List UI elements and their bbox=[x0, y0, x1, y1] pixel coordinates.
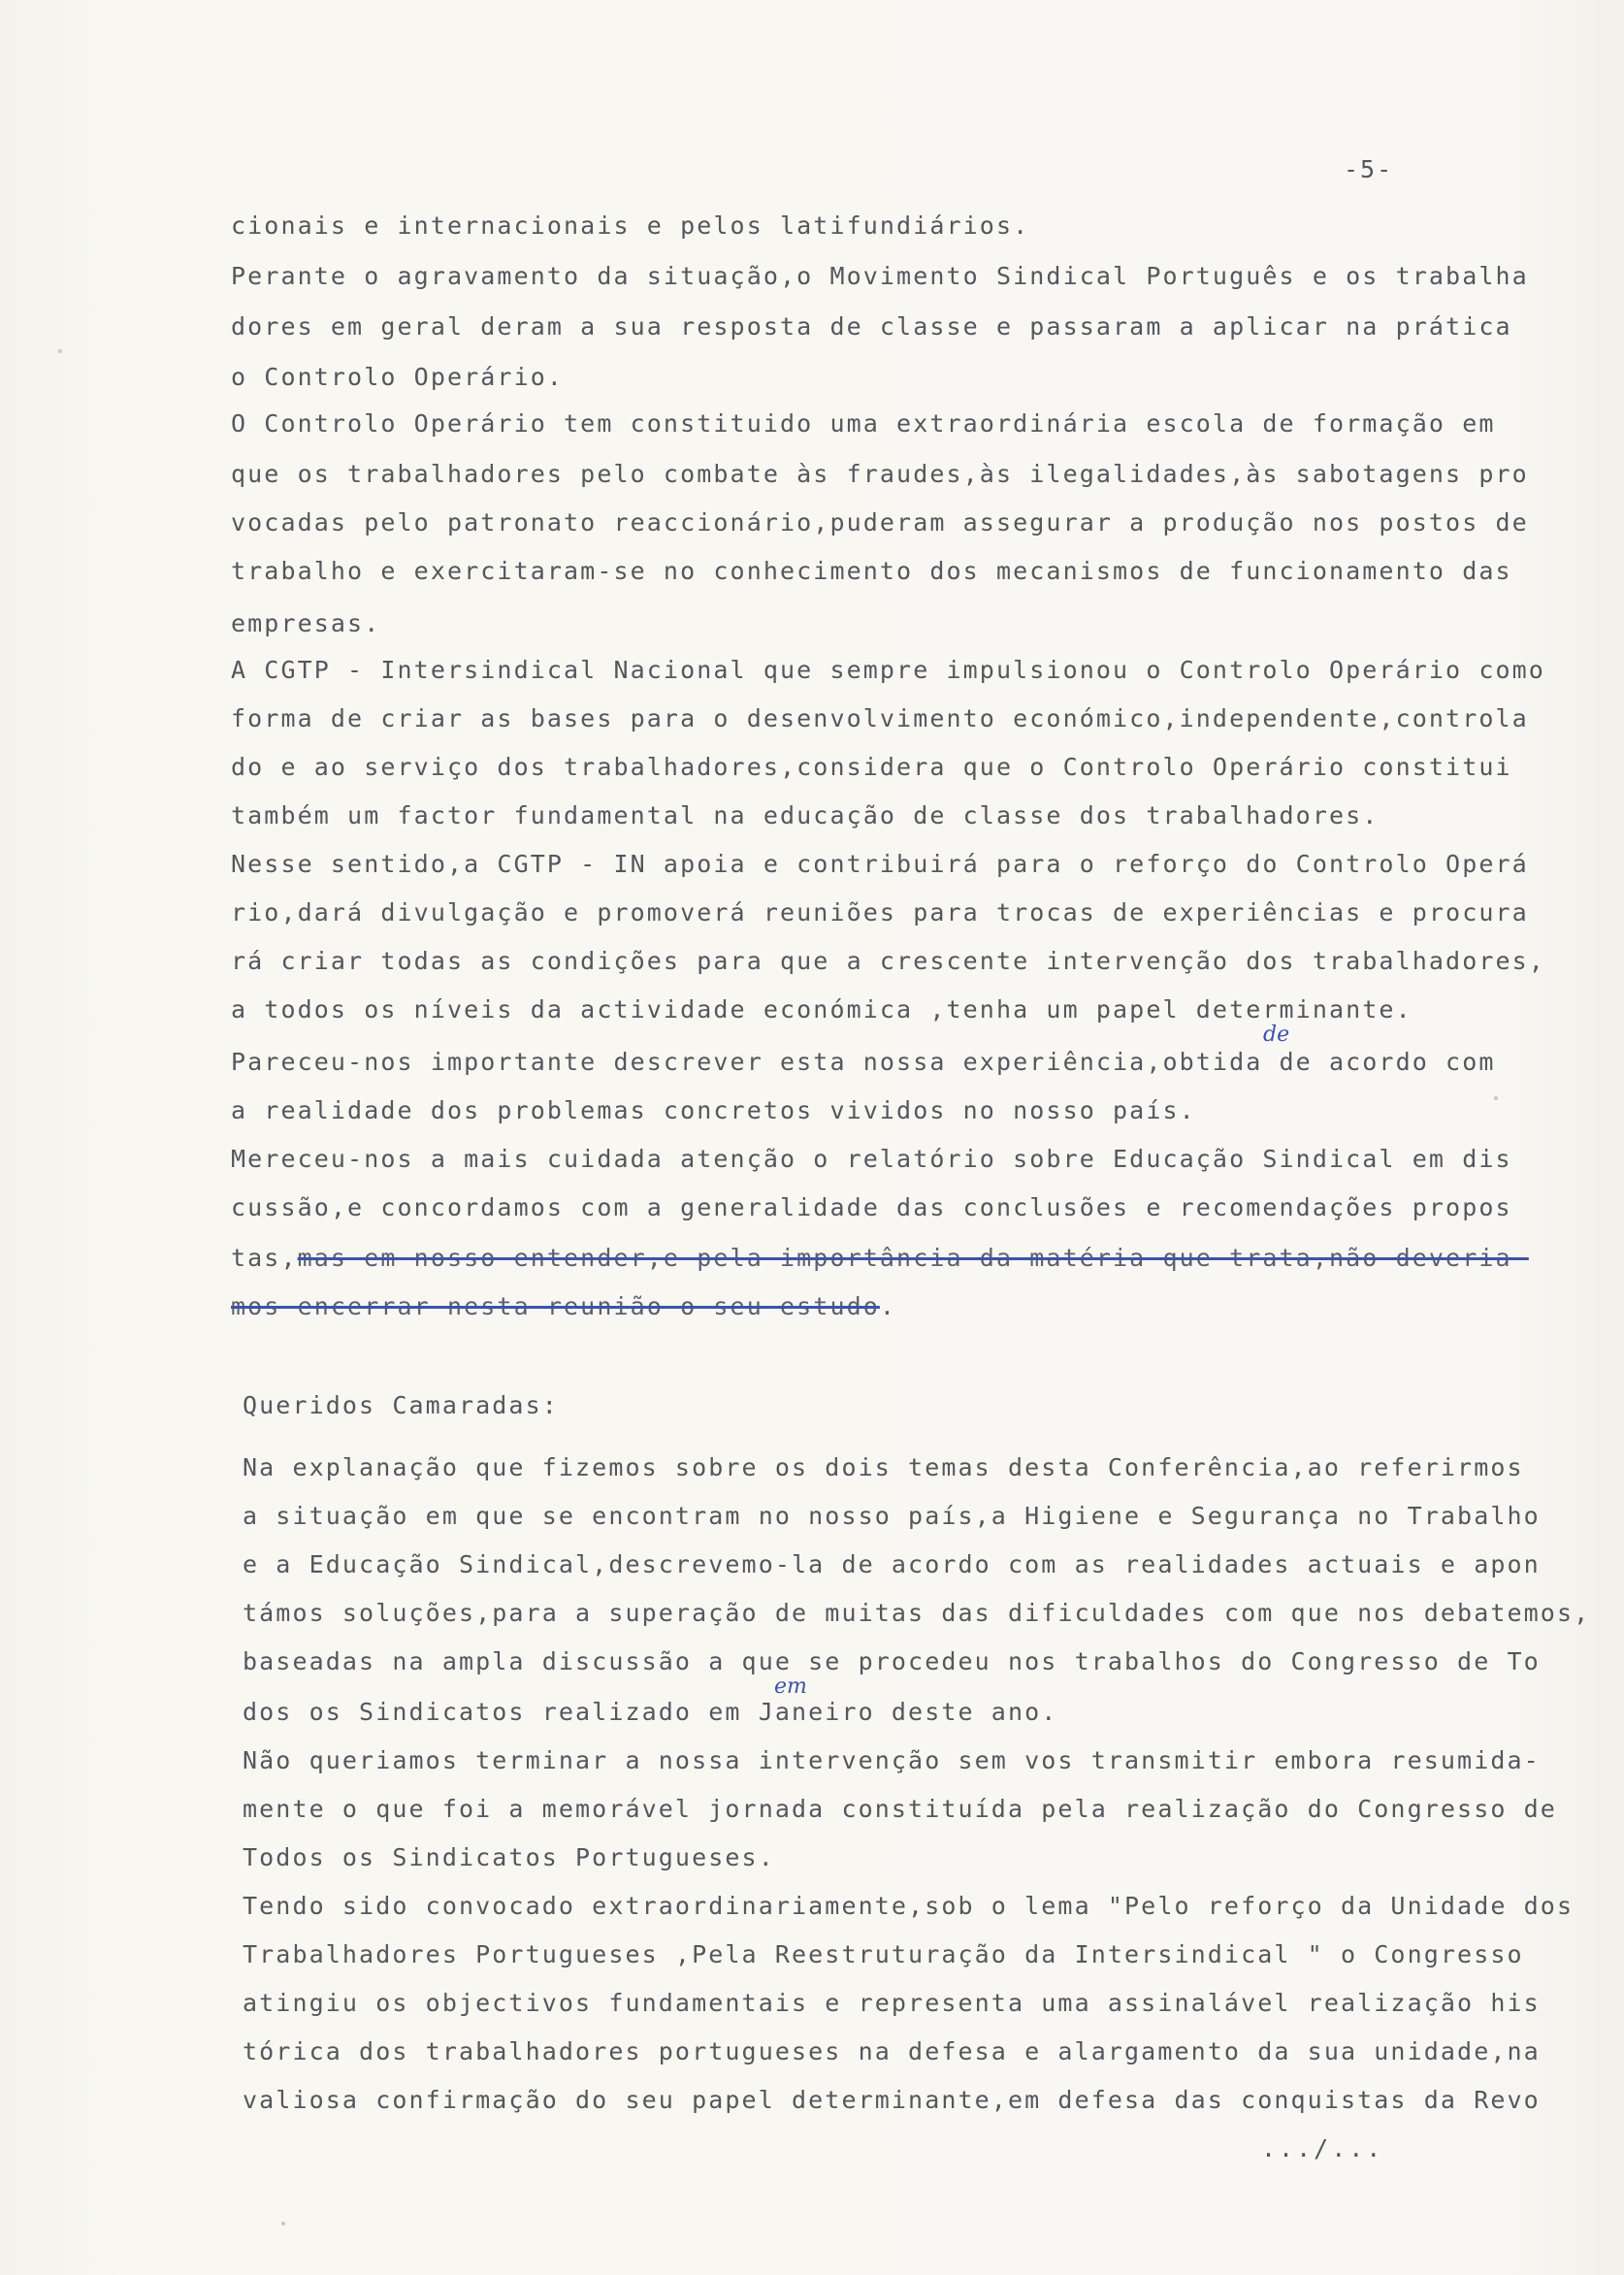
text-line: cionais e internacionais e pelos latifundiários. bbox=[231, 211, 1030, 240]
text-line: O Controlo Operário tem constituido uma extraordinária escola de formação em bbox=[231, 409, 1496, 438]
text-line: A CGTP - Intersindical Nacional que sempre impulsionou o Controlo Operário como bbox=[231, 656, 1545, 684]
text-line: cussão,e concordamos com a generalidade das conclusões e recomendações propos bbox=[231, 1193, 1512, 1221]
paper-speck bbox=[58, 349, 62, 353]
text-line: rio,dará divulgação e promoverá reuniões para trocas de experiências e procura bbox=[231, 898, 1529, 926]
kept-text: tas, bbox=[231, 1244, 298, 1272]
page-number: -5- bbox=[1344, 155, 1394, 183]
handwritten-correction: em bbox=[774, 1674, 807, 1699]
text-line: Nesse sentido,a CGTP - IN apoia e contribuirá para o reforço do Controlo Operá bbox=[231, 850, 1529, 878]
struck-text-line bbox=[231, 1244, 1529, 1273]
struck-text: mas em nosso entender,e pela importância da matéria que trata,não deveria- bbox=[297, 1244, 1529, 1272]
kept-text: . bbox=[879, 1292, 897, 1320]
text-line: também um factor fundamental na educação de classe dos trabalhadores. bbox=[231, 801, 1380, 829]
text-line: Não queriamos terminar a nossa intervenção sem vos transmitir embora resumida- bbox=[243, 1746, 1541, 1774]
text-line: tórica dos trabalhadores portugueses na defesa e alargamento da sua unidade,na bbox=[243, 2037, 1541, 2065]
text-line: que os trabalhadores pelo combate às fraudes,às ilegalidades,às sabotagens pro bbox=[231, 460, 1529, 488]
text-line: Mereceu-nos a mais cuidada atenção o relatório sobre Educação Sindical em dis bbox=[231, 1145, 1512, 1173]
text-line: a todos os níveis da actividade económica ,tenha um papel determinante. bbox=[231, 995, 1413, 1024]
text-line: o Controlo Operário. bbox=[231, 363, 565, 391]
continuation-marker: .../... bbox=[1261, 2134, 1384, 2162]
text-line: atingiu os objectivos fundamentais e representa uma assinalável realização his bbox=[243, 1989, 1541, 2017]
text-line: Tendo sido convocado extraordinariamente,sob o lema "Pelo reforço da Unidade dos bbox=[243, 1892, 1575, 1920]
text-line: mente o que foi a memorável jornada constituída pela realização do Congresso de bbox=[243, 1795, 1557, 1823]
text-line: dos os Sindicatos realizado em Janeiro deste ano. bbox=[243, 1698, 1058, 1726]
text-line: empresas. bbox=[231, 609, 381, 637]
struck-text-line bbox=[231, 1292, 896, 1321]
text-line: Todos os Sindicatos Portugueses. bbox=[243, 1843, 775, 1871]
text-line: a situação em que se encontram no nosso país,a Higiene e Segurança no Trabalho bbox=[243, 1502, 1541, 1530]
paper-speck bbox=[1494, 1096, 1498, 1100]
text-line: valiosa confirmação do seu papel determinante,em defesa das conquistas da Revo bbox=[243, 2086, 1541, 2114]
text-line: e a Educação Sindical,descrevemo-la de acordo com as realidades actuais e apon bbox=[243, 1550, 1541, 1578]
text-line: dores em geral deram a sua resposta de classe e passaram a aplicar na prática bbox=[231, 312, 1512, 341]
text-line: rá criar todas as condições para que a crescente intervenção dos trabalhadores, bbox=[231, 947, 1545, 975]
text-line: Na explanação que fizemos sobre os dois temas desta Conferência,ao referirmos bbox=[243, 1453, 1524, 1481]
text-line: forma de criar as bases para o desenvolvimento económico,independente,controla bbox=[231, 704, 1529, 732]
struck-text: mos encerrar nesta reunião o seu estudo bbox=[231, 1292, 880, 1320]
text-line: baseadas na ampla discussão a que se procedeu nos trabalhos do Congresso de To bbox=[243, 1647, 1541, 1675]
text-line: Perante o agravamento da situação,o Movimento Sindical Português e os trabalha bbox=[231, 262, 1529, 290]
text-line: a realidade dos problemas concretos vividos no nosso país. bbox=[231, 1096, 1196, 1124]
text-line: Pareceu-nos importante descrever esta nossa experiência,obtida de acordo com bbox=[231, 1048, 1496, 1076]
handwritten-correction: de bbox=[1263, 1023, 1290, 1047]
text-line: Trabalhadores Portugueses ,Pela Reestruturação da Intersindical " o Congresso bbox=[243, 1940, 1524, 1968]
paper-speck bbox=[281, 2222, 285, 2226]
text-line: vocadas pelo patronato reaccionário,puderam assegurar a produção nos postos de bbox=[231, 508, 1529, 536]
text-line: do e ao serviço dos trabalhadores,considera que o Controlo Operário constitui bbox=[231, 753, 1512, 781]
salutation: Queridos Camaradas: bbox=[243, 1391, 559, 1419]
text-line: támos soluções,para a superação de muitas das dificuldades com que nos debatemos, bbox=[243, 1599, 1591, 1627]
text-line: trabalho e exercitaram-se no conhecimento dos mecanismos de funcionamento das bbox=[231, 557, 1512, 585]
